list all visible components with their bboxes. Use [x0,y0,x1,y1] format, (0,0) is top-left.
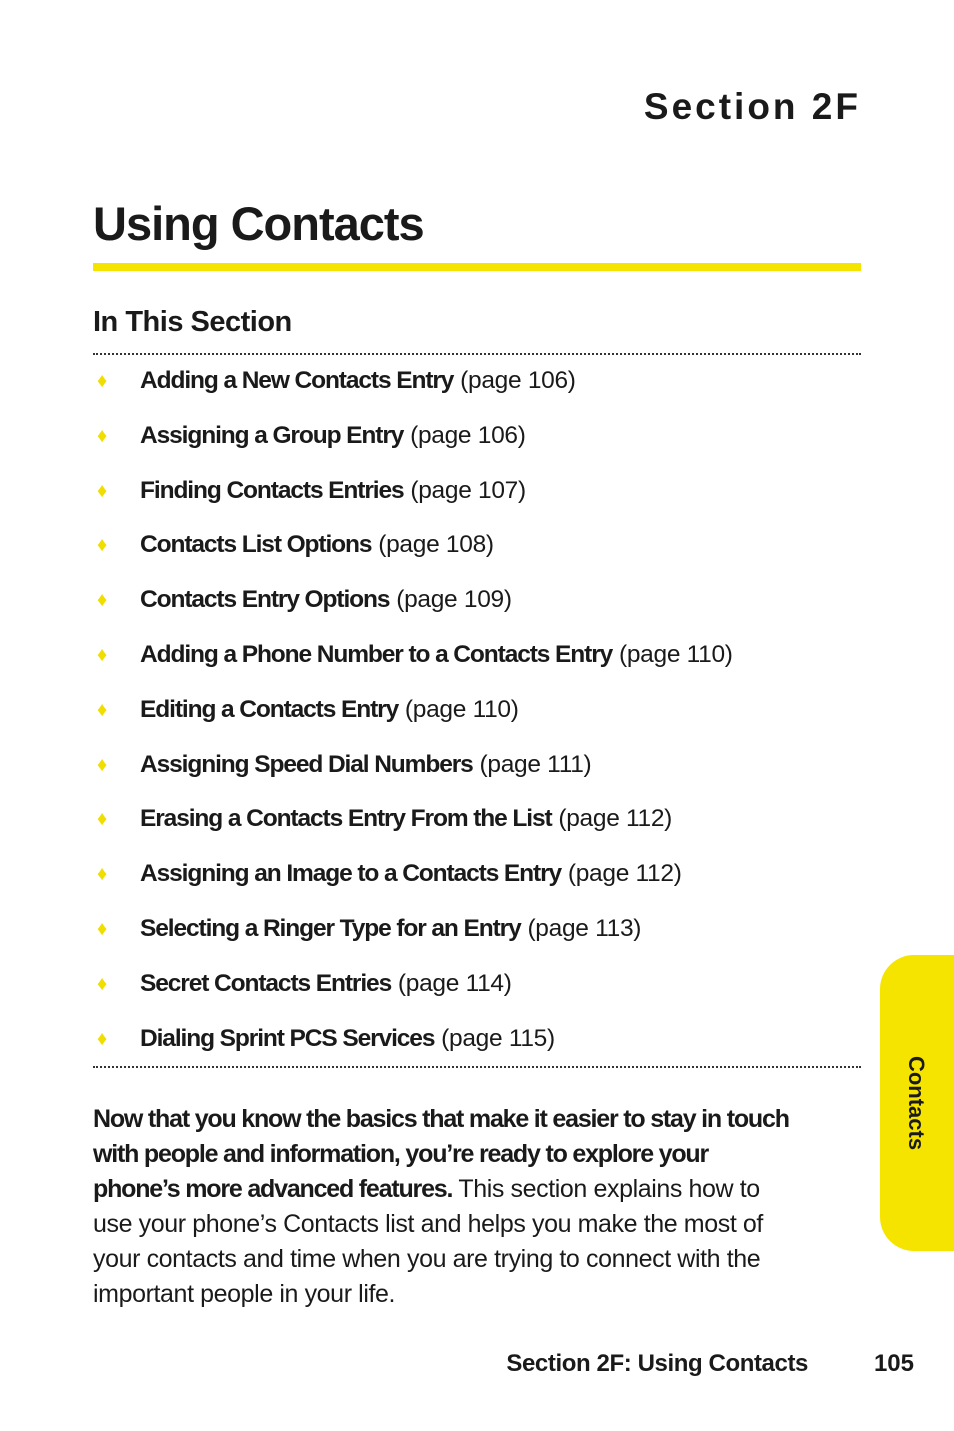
toc-item [93,472,861,527]
top-dotted-divider [93,353,861,355]
toc-item-page: (page 108) [378,531,494,559]
toc-item-title: Selecting a Ringer Type for an Entry [140,914,521,942]
toc-item-page: (page 115) [441,1024,555,1052]
side-tab [880,955,954,1251]
toc-item [93,855,861,910]
side-tab-label: Contacts [904,1055,929,1151]
diamond-icon: ♦ [97,698,108,721]
toc-item-title: Dialing Sprint PCS Services [140,1024,435,1052]
page-number: 105 [873,1350,914,1377]
diamond-icon: ♦ [97,589,108,612]
bottom-dotted-divider [93,1066,861,1068]
toc-item-page: (page 113) [527,914,642,942]
diamond-icon: ♦ [97,917,108,940]
toc-item-title: Contacts List Options [140,531,372,559]
toc-item-title: Adding a Phone Number to a Contacts Entry [140,640,613,668]
page-title: Using Contacts [93,197,424,250]
toc-item [93,800,861,855]
toc-list [93,362,861,1074]
diamond-icon: ♦ [97,808,108,831]
diamond-icon: ♦ [97,370,108,392]
toc-item [93,965,861,1020]
diamond-icon: ♦ [97,753,108,776]
toc-item-page: (page 106) [460,367,576,394]
toc-item-title: Assigning an Image to a Contacts Entry [140,860,562,888]
title-underline [93,263,861,271]
toc-item-title: Assigning a Group Entry [140,421,404,449]
toc-item-title: Finding Contacts Entries [140,476,404,504]
toc-item-title: Secret Contacts Entries [140,969,392,997]
toc-item [93,746,861,801]
toc-item-page: (page 112) [567,860,682,888]
toc-item-page: (page 110) [404,695,519,723]
toc-item [93,362,861,417]
diamond-icon: ♦ [97,424,108,447]
toc-item [93,417,861,472]
toc-item [93,910,861,965]
toc-item-title: Contacts Entry Options [140,586,390,614]
intro-regular-text: This section explains how to use your phone’s Contacts list and helps you make the most of your contacts and time when you are trying to connect with the important people in your life. [93,1175,763,1308]
toc-item-page: (page 109) [396,586,512,614]
diamond-icon: ♦ [97,479,108,502]
diamond-icon: ♦ [97,972,108,995]
toc-item-title: Assigning Speed Dial Numbers [140,750,473,778]
toc-item-page: (page 106) [410,421,526,449]
toc-item [93,691,861,746]
toc-item-title: Erasing a Contacts Entry From the List [140,805,552,833]
toc-item-page: (page 112) [558,805,673,833]
toc-item [93,636,861,691]
toc-item-page: (page 114) [397,969,512,997]
diamond-icon: ♦ [97,1027,108,1050]
toc-item-page: (page 111) [479,750,592,778]
section-label: Section 2F [643,86,861,127]
toc-item-title: Editing a Contacts Entry [140,695,399,723]
diamond-icon: ♦ [97,534,108,557]
intro-bold-text: Now that you know the basics that make it easier to stay in touch with people and information, you’re ready to explore your phone’s more advanced features. [93,1105,789,1203]
diamond-icon: ♦ [97,863,108,886]
toc-item-title: Adding a New Contacts Entry [140,367,454,394]
toc-item [93,526,861,581]
diamond-icon: ♦ [97,643,108,666]
toc-item-page: (page 110) [618,640,733,668]
intro-paragraph [93,1102,793,1312]
footer-section-title: Section 2F: Using Contacts [506,1350,808,1377]
toc-item [93,581,861,636]
in-this-section-heading: In This Section [93,306,292,338]
toc-item-page: (page 107) [410,476,526,504]
